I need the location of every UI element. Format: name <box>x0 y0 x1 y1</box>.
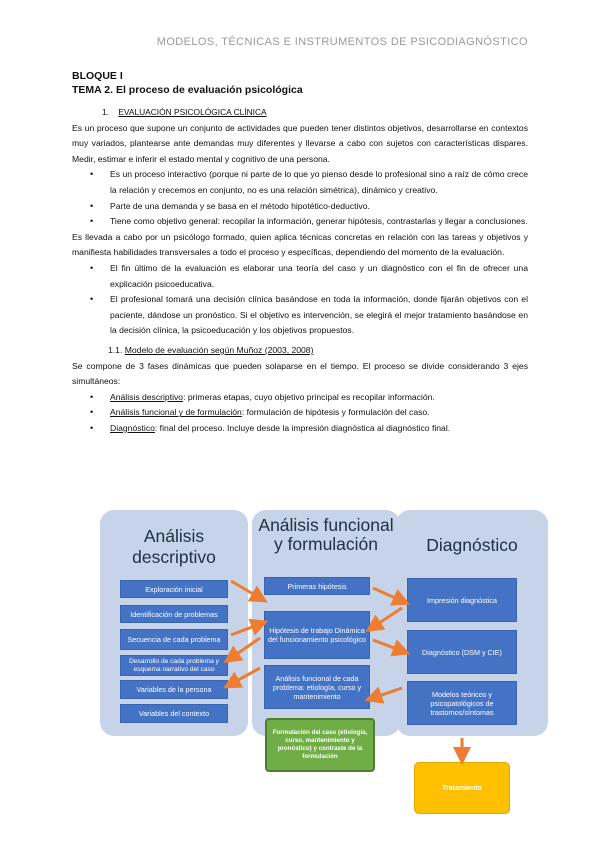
document-body <box>72 70 528 436</box>
diagram-box: Análisis funcional de cada problema: etiología, curso y mantenimiento <box>264 665 370 709</box>
bullet-item <box>110 405 528 421</box>
bullet-text: : formulación de hipótesis y formulación del caso. <box>241 407 430 418</box>
bullet-text: : final del proceso. Incluye desde la impresión diagnóstica al diagnóstico final. <box>154 422 451 433</box>
diagram-box: Exploración inicial <box>120 580 228 598</box>
diagram-box: Diagnóstico (DSM y CIE) <box>407 630 517 674</box>
bullet-term: Análisis descriptivo <box>110 391 184 402</box>
paragraph-1: Es un proceso que supone un conjunto de actividades que pueden tener distintos objetivos, desarrollarse en contextos muy variados, plantearse ante demandas muy diferentes y llevarse a cabo con sujetos con características dispares. Medir, estimar e inferir el estado mental y cognitivo de una persona. <box>72 122 528 164</box>
arrow <box>373 688 402 698</box>
panel-title: Diagnóstico <box>426 535 518 555</box>
section-number: 1. <box>102 107 109 117</box>
arrow <box>231 668 260 684</box>
arrow <box>231 624 260 635</box>
arrow <box>231 638 260 658</box>
arrow <box>373 588 402 601</box>
bullet-term: Diagnóstico <box>110 422 155 433</box>
treatment-box: Tratamiento <box>414 762 510 814</box>
panel-title: Análisis descriptivo <box>132 526 216 567</box>
bullet-term: Análisis funcional y de formulación <box>110 407 242 418</box>
running-header: MODELOS, TÉCNICAS E INSTRUMENTOS DE PSICODIAGNÓSTICO <box>156 36 528 48</box>
paragraph-3: Se compone de 3 fases dinámicas que pueden solaparse en el tiempo. El proceso se divide considerando 3 ejes simultáneos: <box>72 360 528 387</box>
bullet-item <box>110 390 528 406</box>
diagram-box: Identificación de problemas <box>120 605 228 623</box>
bullet-list-1 <box>72 167 528 229</box>
bullet-item <box>110 421 528 437</box>
bullet-item: • El profesional tomará una decisión clínica basándose en toda la información, donde fijarán objetivos con el paciente, dándose un pronóstico. Si el objetivo es intervención, se elegirá el mejor tratamiento basándose en la decisión clínica, la psicoeducación y los objetivos propuestos. <box>110 292 528 339</box>
diagram-box: Secuencia de cada problema <box>120 629 228 650</box>
diagram-box: Hipótesis de trabajo Dinámica del funcionamiento psicológico <box>264 611 370 659</box>
subsection-number: 1.1. <box>108 344 123 355</box>
bullet-text: : primeras etapas, cuyo objetivo principal es recopilar información. <box>183 391 435 402</box>
arrow <box>373 608 402 627</box>
diagram-arrows <box>100 510 550 840</box>
bullet-list-3 <box>72 390 528 437</box>
bullet-item: • Parte de una demanda y se basa en el método hipotético-deductivo. <box>110 199 528 215</box>
panel-title: Análisis funcional y formulación <box>258 515 394 554</box>
case-formulation-box: Formulación del caso (etiología, curso, mantenimiento y pronóstico) y contraste de la formulación <box>265 718 375 772</box>
block-title: BLOQUE I <box>72 70 123 82</box>
bullet-list-2 <box>72 261 528 339</box>
evaluation-model-diagram <box>100 510 550 840</box>
subsection-heading <box>108 343 528 359</box>
diagram-box: Impresión diagnóstica <box>407 578 517 622</box>
bullet-item: • Tiene como objetivo general: recopilar la información, generar hipótesis, contrastarlas y llegar a conclusiones. <box>110 214 528 230</box>
arrow <box>373 640 402 651</box>
section-heading <box>102 105 528 121</box>
diagram-box: Primeras hipótesis <box>264 577 370 595</box>
paragraph-2: Es llevada a cabo por un psicólogo formado, quien aplica técnicas concretas en relación con las tareas y objetivos y manifiesta habilidades transversales a todo el proceso y específicas, dependiendo del momento de la evaluación. <box>72 231 528 258</box>
diagram-box: Variables de la persona <box>120 680 228 699</box>
diagram-box: Variables del contexto <box>120 704 228 723</box>
section-title: EVALUACIÓN PSICOLÓGICA CLÍNICA <box>118 107 267 117</box>
topic-title: TEMA 2. El proceso de evaluación psicológica <box>72 84 303 96</box>
bullet-item: • El fin último de la evaluación es elaborar una teoría del caso y un diagnóstico con el fin de ofrecer una explicación psicoeducativa. <box>110 261 528 292</box>
subsection-title: Modelo de evaluación según Muñoz (2003, 2008) <box>124 344 314 355</box>
arrow <box>231 581 260 598</box>
diagram-box: Desarrollo de cada problema y esquema narrativo del caso <box>120 655 228 676</box>
diagram-box: Modelos teóricos y psicopatológicos de trastornos/síntomas <box>407 681 517 725</box>
bullet-item: • Es un proceso interactivo (porque ni parte de lo que yo pienso desde lo profesional sino a raíz de cómo crece la relación y crecemos en conjunto, no es una relación simétrica), dinámico y creativo. <box>110 167 528 198</box>
